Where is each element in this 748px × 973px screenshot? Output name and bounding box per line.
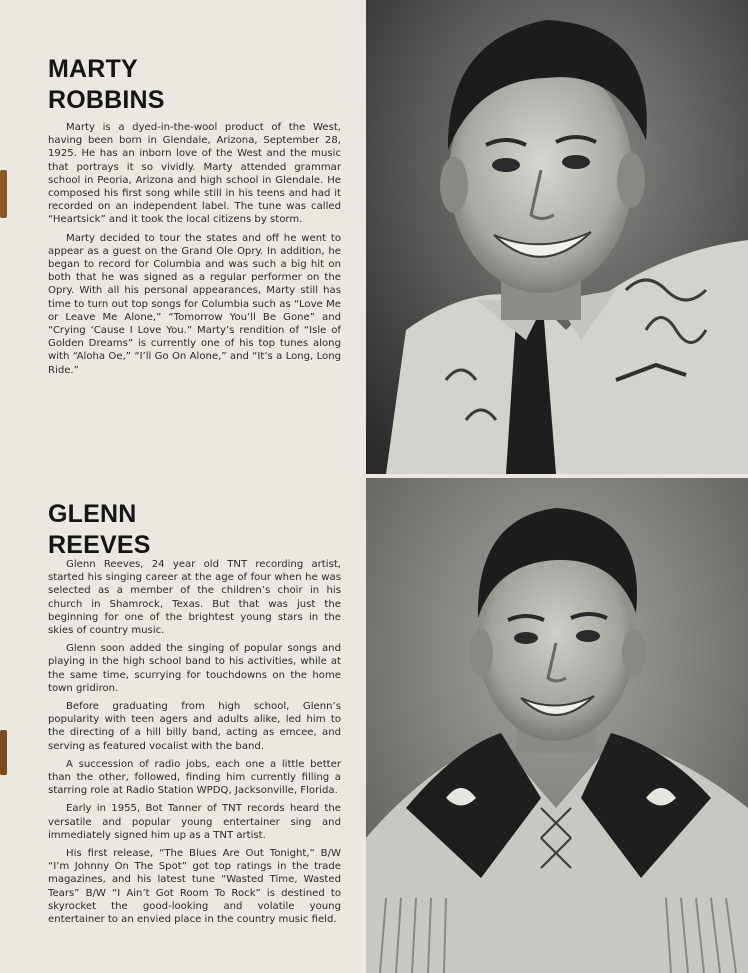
portrait-image xyxy=(366,0,748,474)
body-paragraph: Marty decided to tour the states and off he went to appear as a guest on the Grand Ole Opry. In addition, he began to record for Columbia and was such a big hit on both that he was signed as a regular performer on the Opry. With all his personal appearances, Marty still has time to turn out top songs for Columbia such as “Love Me or Leave Me Alone,” “Tomorrow You’ll Be Gone” and “Crying ‘Cause I Love You.” Marty’s rendition of “Isle of Golden Dreams” is currently one of his top tunes along with “Aloha Oe,” “I’ll Go On Alone,” and “It’s a Long, Long Ride.” xyxy=(48,232,341,376)
portrait-photo-glenn-reeves xyxy=(366,478,748,973)
portrait-photo-marty-robbins xyxy=(366,0,748,474)
article-heading-marty-robbins xyxy=(48,54,165,116)
body-paragraph: Marty is a dyed-in-the-wool product of the West, having been born in Glendale, Arizona, September 28, 1925. He has an inborn love of the West and the music that portrays it so vividly. Marty attended grammar school in Peoria, Arizona and high school in Glendale. He composed his first song while still in his teens and had it recorded on an independent label. The tune was called “Heartsick” and it took the local citizens by storm. xyxy=(48,122,341,226)
heading-line-1: MARTY xyxy=(48,55,138,83)
heading-line-2: REEVES xyxy=(48,531,151,559)
body-paragraph: Glenn Reeves, 24 year old TNT recording artist, started his singing career at the age of four when he was selected as a member of the children’s choir in his church in Shamrock, Texas. But that was just the beginning for one of the brightest young stars in the skies of country music. xyxy=(48,559,341,637)
article-body-glenn-reeves xyxy=(48,558,341,931)
body-paragraph: Glenn soon added the singing of popular songs and playing in the high school band to his activities, while at the same time, scurrying for touchdowns on the home town gridiron. xyxy=(48,643,341,694)
heading-line-1: GLENN xyxy=(48,500,137,528)
text-column xyxy=(0,0,364,973)
body-paragraph: His first release, “The Blues Are Out Tonight,” B/W “I’m Johnny On The Spot” got top ratings in the trade magazines, and his latest tune “Wasted Time, Wasted Tears” B/W “I Ain’t Got Room To Rock” is destined to skyrocket the good-looking and volatile young entertainer to an envied place in the country music field. xyxy=(48,848,341,926)
portrait-image xyxy=(366,478,748,973)
staple-top xyxy=(0,170,7,218)
article-heading-glenn-reeves xyxy=(48,499,151,561)
body-paragraph: Early in 1955, Bot Tanner of TNT records heard the versatile and popular young entertainer sing and immediately signed him up as a TNT artist. xyxy=(48,803,341,841)
staple-bottom xyxy=(0,730,7,775)
body-paragraph: A succession of radio jobs, each one a little better than the other, followed, finding him currently filling a starring role at Radio Station WPDQ, Jacksonville, Florida. xyxy=(48,758,341,797)
heading-line-2: ROBBINS xyxy=(48,86,165,114)
article-body-marty-robbins xyxy=(48,121,341,382)
body-paragraph: Before graduating from high school, Glenn’s popularity with teen agers and adults alike, led him to the directing of a hill billy band, acting as emcee, and serving as featured vocalist with the band. xyxy=(48,701,341,752)
